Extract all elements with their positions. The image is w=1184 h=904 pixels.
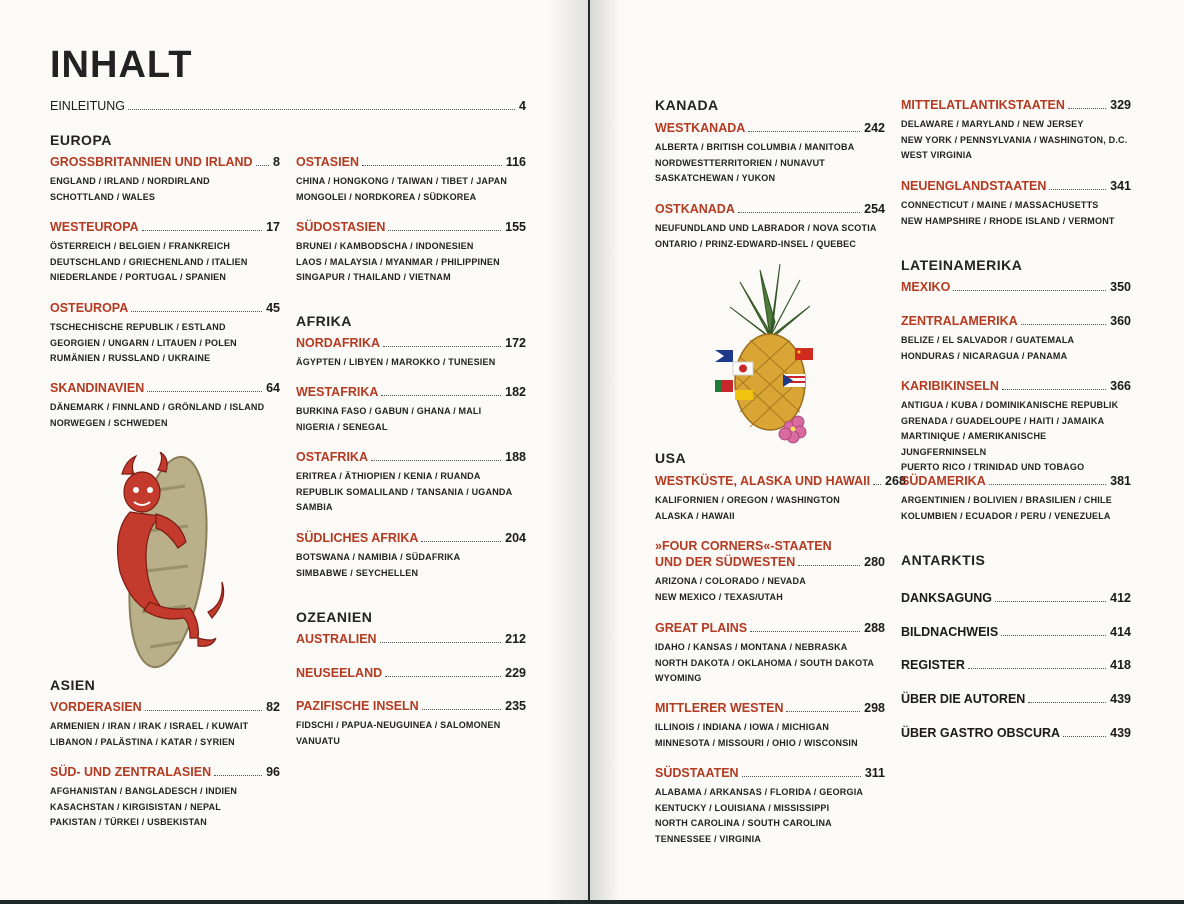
toc-entry[interactable] (901, 590, 1131, 606)
entry-page: 439 (1110, 726, 1131, 740)
entry-countries: ALBERTA / BRITISH COLUMBIA / MANITOBA NORDWESTTERRITORIEN / NUNAVUT SASKATCHEWAN / YUKON (655, 142, 855, 184)
entry-page: 96 (266, 765, 280, 779)
entry-page: 381 (1110, 474, 1131, 488)
leader-dots (381, 395, 501, 396)
toc-entry[interactable] (901, 473, 1131, 524)
entry-name: WESTEUROPA (50, 220, 139, 234)
region-heading: KANADA (655, 97, 719, 113)
leader-dots (380, 642, 502, 643)
gutter-shadow (548, 0, 588, 900)
entry-countries: TSCHECHISCHE REPUBLIK / ESTLAND GEORGIEN / UNGARN / LITAUEN / POLEN RUMÄNIEN / RUSSLAND / UKRAINE (50, 322, 237, 364)
entry-countries: ILLINOIS / INDIANA / IOWA / MICHIGAN MINNESOTA / MISSOURI / OHIO / WISCONSIN (655, 722, 858, 748)
toc-entry[interactable] (901, 378, 1131, 476)
entry-countries: ENGLAND / IRLAND / NORDIRLAND SCHOTTLAND / WALES (50, 176, 210, 202)
entry-name: WESTKÜSTE, ALASKA UND HAWAII (655, 474, 871, 488)
entry-page: 288 (864, 621, 885, 635)
entry-page: 298 (864, 701, 885, 715)
leader-dots (968, 668, 1106, 669)
toc-entry[interactable] (296, 631, 526, 647)
toc-entry[interactable] (655, 700, 885, 751)
entry-countries: BOTSWANA / NAMIBIA / SÜDAFRIKA SIMBABWE / SEYCHELLEN (296, 552, 461, 578)
entry-name: NEUSEELAND (296, 666, 383, 680)
toc-entry[interactable] (901, 691, 1131, 707)
entry-page: 82 (266, 700, 280, 714)
entry-countries: KALIFORNIEN / OREGON / WASHINGTON ALASKA / HAWAII (655, 495, 840, 521)
entry-countries: NEUFUNDLAND UND LABRADOR / NOVA SCOTIA ONTARIO / PRINZ-EDWARD-INSEL / QUEBEC (655, 223, 877, 249)
entry-name: DANKSAGUNG (901, 591, 992, 605)
toc-entry[interactable] (50, 380, 280, 431)
entry-name: SÜD- UND ZENTRALASIEN (50, 765, 212, 779)
entry-name: ZENTRALAMERIKA (901, 314, 1018, 328)
left-page (0, 0, 588, 900)
leader-dots (995, 601, 1106, 602)
leader-dots (422, 709, 501, 710)
entry-page: 242 (864, 121, 885, 135)
leader-dots (142, 230, 262, 231)
gutter-shadow (590, 0, 620, 900)
leader-dots (750, 631, 860, 632)
intro-entry[interactable] (50, 98, 526, 114)
entry-name: REGISTER (901, 658, 965, 672)
leader-dots (786, 711, 860, 712)
entry-countries: ALABAMA / ARKANSAS / FLORIDA / GEORGIA KENTUCKY / LOUISIANA / MISSISSIPPI NORTH CAROLINA / SOUTH CAROLINA TENNESSEE / VIRGINIA (655, 787, 864, 844)
toc-entry[interactable] (655, 538, 885, 605)
toc-entry[interactable] (901, 279, 1131, 295)
entry-name-line2: UND DER SÜDWESTEN (655, 555, 796, 569)
entry-page: 204 (505, 531, 526, 545)
afrika-section (296, 313, 526, 578)
kanada-section (655, 97, 885, 249)
entry-countries: BURKINA FASO / GABUN / GHANA / MALI NIGERIA / SENEGAL (296, 406, 482, 432)
toc-entry[interactable] (296, 335, 526, 371)
toc-entry[interactable] (296, 449, 526, 516)
entry-countries: ARMENIEN / IRAN / IRAK / ISRAEL / KUWAIT LIBANON / PALÄSTINA / KATAR / SYRIEN (50, 721, 249, 747)
leader-dots (1021, 324, 1106, 325)
devil-baguette-illustration (100, 452, 235, 670)
entry-name: ÜBER DIE AUTOREN (901, 692, 1026, 706)
right-page (590, 0, 1184, 900)
entry-name: MEXIKO (901, 280, 951, 294)
region-heading: EUROPA (50, 132, 112, 148)
entry-page: 360 (1110, 314, 1131, 328)
entry-page: 4 (519, 99, 526, 113)
entry-countries: DÄNEMARK / FINNLAND / GRÖNLAND / ISLAND NORWEGEN / SCHWEDEN (50, 402, 265, 428)
entry-page: 155 (505, 220, 526, 234)
leader-dots (1068, 108, 1106, 109)
leader-dots (1001, 635, 1106, 636)
entry-page: 212 (505, 632, 526, 646)
entry-name: OSTASIEN (296, 155, 359, 169)
toc-entry[interactable] (901, 313, 1131, 364)
entry-page: 229 (505, 666, 526, 680)
leader-dots (214, 775, 262, 776)
leader-dots (131, 311, 262, 312)
toc-entry[interactable] (655, 120, 885, 187)
entry-page: 414 (1110, 625, 1131, 639)
entry-page: 235 (505, 699, 526, 713)
toc-entry[interactable] (901, 178, 1131, 229)
toc-entry[interactable] (655, 620, 885, 687)
entry-page: 17 (266, 220, 280, 234)
entry-name: OSTAFRIKA (296, 450, 368, 464)
leader-dots (742, 776, 861, 777)
toc-entry[interactable] (50, 219, 280, 286)
toc-entry[interactable] (901, 97, 1131, 164)
entry-page: 366 (1110, 379, 1131, 393)
entry-name: VORDERASIEN (50, 700, 142, 714)
entry-countries: ARGENTINIEN / BOLIVIEN / BRASILIEN / CHILE KOLUMBIEN / ECUADOR / PERU / VENEZUELA (901, 495, 1112, 521)
region-heading: USA (655, 450, 687, 466)
entry-name: SÜDOSTASIEN (296, 220, 386, 234)
entry-name: GREAT PLAINS (655, 621, 748, 635)
entry-countries: FIDSCHI / PAPUA-NEUGUINEA / SALOMONEN VANUATU (296, 720, 501, 746)
leader-dots (388, 230, 501, 231)
entry-page: 182 (505, 385, 526, 399)
entry-countries: ANTIGUA / KUBA / DOMINIKANISCHE REPUBLIK GRENADA / GUADELOUPE / HAITI / JAMAIKA MARTINIQUE / AMERIKANISCHE JUNGFERNINSELN PUERTO RICO / TRINIDAD UND TOBAGO (901, 400, 1119, 473)
entry-name: GROSSBRITANNIEN UND IRLAND (50, 155, 253, 169)
asien-section (50, 677, 280, 828)
leader-dots (798, 565, 860, 566)
leader-dots (362, 165, 502, 166)
entry-name: WESTKANADA (655, 121, 746, 135)
leader-dots (145, 710, 262, 711)
entry-countries: ARIZONA / COLORADO / NEVADA NEW MEXICO / TEXAS/UTAH (655, 576, 806, 602)
entry-name: SÜDLICHES AFRIKA (296, 531, 419, 545)
entry-name: EINLEITUNG (50, 99, 126, 113)
toc-entry[interactable] (296, 219, 526, 286)
entry-name: OSTKANADA (655, 202, 735, 216)
pineapple-flags-illustration (715, 262, 825, 447)
entry-name: NORDAFRIKA (296, 336, 381, 350)
entry-countries: IDAHO / KANSAS / MONTANA / NEBRASKA NORTH DAKOTA / OKLAHOMA / SOUTH DAKOTA WYOMING (655, 642, 875, 684)
entry-name: WESTAFRIKA (296, 385, 379, 399)
toc-entry[interactable] (655, 765, 885, 847)
entry-page: 45 (266, 301, 280, 315)
entry-name: SÜDSTAATEN (655, 766, 739, 780)
entry-name: NEUENGLANDSTAATEN (901, 179, 1047, 193)
region-heading: ASIEN (50, 677, 96, 693)
leader-dots (383, 346, 501, 347)
entry-page: 268 (885, 474, 906, 488)
toc-entry[interactable] (901, 624, 1131, 640)
ozeanien-section (296, 609, 526, 746)
toc-entry[interactable] (901, 725, 1131, 741)
entry-name: KARIBIKINSELN (901, 379, 999, 393)
entry-name: SÜDAMERIKA (901, 474, 986, 488)
entry-countries: ÄGYPTEN / LIBYEN / MAROKKO / TUNESIEN (296, 357, 496, 367)
entry-page: 329 (1110, 98, 1131, 112)
toc-entry[interactable] (296, 154, 526, 205)
entry-name: ÜBER GASTRO OBSCURA (901, 726, 1061, 740)
entry-page: 188 (505, 450, 526, 464)
toc-entry[interactable] (296, 384, 526, 435)
leader-dots (147, 391, 262, 392)
region-heading: OZEANIEN (296, 609, 373, 625)
entry-name: AUSTRALIEN (296, 632, 377, 646)
entry-countries: AFGHANISTAN / BANGLADESCH / INDIEN KASACHSTAN / KIRGISISTAN / NEPAL PAKISTAN / TÜRKEI / USBEKISTAN (50, 786, 238, 828)
entry-page: 439 (1110, 692, 1131, 706)
toc-entry[interactable] (50, 764, 280, 831)
antarktis-section (901, 552, 1131, 568)
entry-name-line1: »FOUR CORNERS«-STAATEN (655, 539, 832, 553)
entry-countries: ÖSTERREICH / BELGIEN / FRANKREICH DEUTSCHLAND / GRIECHENLAND / ITALIEN NIEDERLANDE / PORTUGAL / SPANIEN (50, 241, 248, 283)
region-heading: LATEINAMERIKA (901, 257, 1023, 273)
leader-dots (1063, 736, 1106, 737)
entry-page: 341 (1110, 179, 1131, 193)
entry-name: OSTEUROPA (50, 301, 129, 315)
leader-dots (256, 165, 270, 166)
toc-entry[interactable] (296, 530, 526, 581)
entry-page: 311 (864, 766, 885, 780)
entry-countries: DELAWARE / MARYLAND / NEW JERSEY NEW YORK / PENNSYLVANIA / WASHINGTON, D.C. WEST VIRGINIA (901, 119, 1128, 161)
lateinamerika-section (901, 257, 1131, 521)
leader-dots (1049, 189, 1106, 190)
toc-entry[interactable] (901, 657, 1131, 673)
entry-page: 172 (505, 336, 526, 350)
leader-dots (421, 541, 501, 542)
entry-countries: BELIZE / EL SALVADOR / GUATEMALA HONDURAS / NICARAGUA / PANAMA (901, 335, 1075, 361)
entry-name: MITTELATLANTIKSTAATEN (901, 98, 1065, 112)
toc-entry[interactable] (50, 699, 280, 750)
toc-entry[interactable] (296, 665, 526, 681)
toc-entry[interactable] (296, 698, 526, 749)
leader-dots (371, 460, 501, 461)
entry-page: 412 (1110, 591, 1131, 605)
page-title: INHALT (50, 44, 193, 86)
usa-section (655, 450, 906, 844)
entry-name: MITTLERER WESTEN (655, 701, 784, 715)
toc-entry[interactable] (655, 473, 906, 524)
leader-dots (989, 484, 1106, 485)
europa-section (50, 132, 280, 428)
leader-dots (748, 131, 860, 132)
entry-name: PAZIFISCHE INSELN (296, 699, 419, 713)
entry-page: 280 (864, 555, 885, 569)
entry-page: 64 (266, 381, 280, 395)
toc-entry[interactable] (50, 300, 280, 367)
entry-name: BILDNACHWEIS (901, 625, 999, 639)
region-heading: ANTARKTIS (901, 552, 986, 568)
leader-dots (738, 212, 860, 213)
entry-countries: ERITREA / ÄTHIOPIEN / KENIA / RUANDA REPUBLIK SOMALILAND / TANSANIA / UGANDA SAMBIA (296, 471, 513, 513)
leader-dots (1002, 389, 1106, 390)
leader-dots (128, 109, 515, 110)
entry-name: SKANDINAVIEN (50, 381, 145, 395)
leader-dots (385, 676, 501, 677)
region-heading: AFRIKA (296, 313, 352, 329)
leader-dots (873, 484, 881, 485)
toc-entry[interactable] (655, 201, 885, 252)
entry-page: 116 (505, 155, 526, 169)
entry-page: 350 (1110, 280, 1131, 294)
leader-dots (1028, 702, 1106, 703)
entry-countries: CONNECTICUT / MAINE / MASSACHUSETTS NEW HAMPSHIRE / RHODE ISLAND / VERMONT (901, 200, 1115, 226)
leader-dots (953, 290, 1106, 291)
entry-countries: CHINA / HONGKONG / TAIWAN / TIBET / JAPAN MONGOLEI / NORDKOREA / SÜDKOREA (296, 176, 508, 202)
toc-entry[interactable] (50, 154, 280, 205)
entry-countries: BRUNEI / KAMBODSCHA / INDONESIEN LAOS / MALAYSIA / MYANMAR / PHILIPPINEN SINGAPUR / THAILAND / VIETNAM (296, 241, 500, 283)
entry-page: 418 (1110, 658, 1131, 672)
entry-page: 254 (864, 202, 885, 216)
entry-page: 8 (273, 155, 280, 169)
